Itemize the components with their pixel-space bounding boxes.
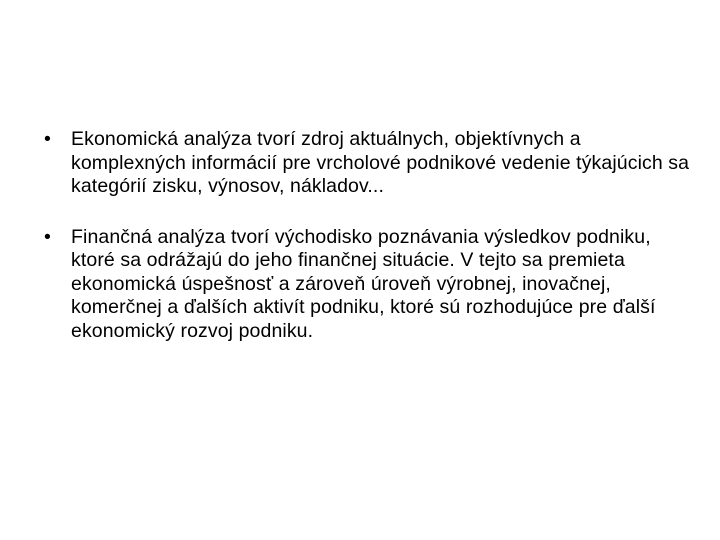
bullet-icon: • — [44, 128, 51, 150]
bullet-list — [44, 128, 694, 343]
bullet-icon: • — [44, 225, 51, 248]
bullet-item-financna-analyza — [44, 226, 694, 344]
bullet-text: tvorí zdroj aktuálnych, objektívnych a komplexných informácií pre vrcholové podnikové vedenie týkajúcich sa kategórií zisku, výnosov, nákladov... — [71, 128, 690, 197]
term-financna-analyza: Finančná analýza — [71, 225, 226, 248]
term-ekonomicka-analyza: Ekonomická analýza — [71, 128, 252, 150]
bullet-item-ekonomicka-analyza — [44, 128, 694, 199]
bullet-text: tvorí východisko poznávania výsledkov podniku, ktoré sa odrážajú do jeho finančnej situácie. V tejto sa premieta ekonomická úspešnosť a zároveň úroveň výrobnej, inovačnej, komerčnej a ďalších aktivít podniku, ktoré sú rozhodujúce pre ďalší ekonomický rozvoj podniku. — [71, 225, 656, 342]
